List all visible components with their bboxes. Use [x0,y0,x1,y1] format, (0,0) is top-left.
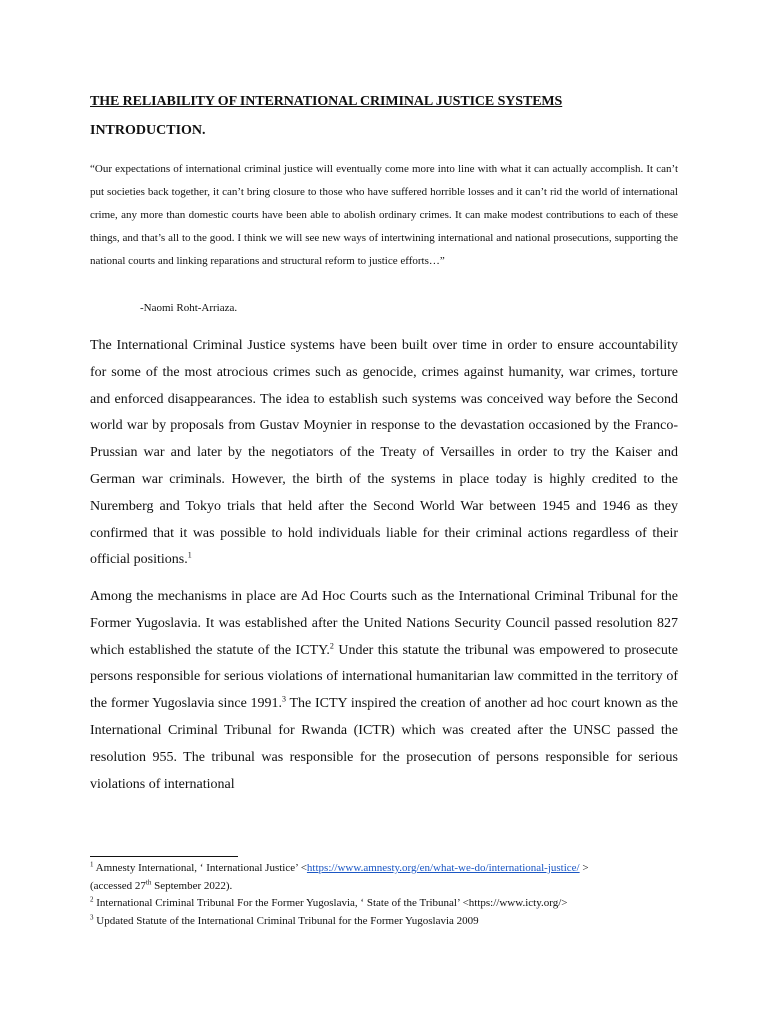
footnote-1 [90,860,690,878]
footnote-text: Updated Statute of the International Criminal Tribunal for the Former Yugoslavia 2009 [93,914,479,927]
footnote-ref-2[interactable]: 2 [329,640,334,650]
ordinal-suffix: th [145,877,152,886]
footnote-1-continued [90,878,690,896]
footnote-2 [90,895,690,913]
document-title: THE RELIABILITY OF INTERNATIONAL CRIMINAL JUSTICE SYSTEMS [90,94,563,109]
epigraph-quote: “Our expectations of international criminal justice will eventually come more into line with what it can actually accomplish. It can’t put societies back together, it can’t bring closure to those who have suffered horrible losses and it can’t rid the world of international crime, any more than domestic courts have been able to abolish ordinary crimes. It can make modest contributions to each of these things, and that’s all to the good. I think we will see new ways of intertwining international and national prosecutions, supporting the national courts and linking reparations and structural reform to justice efforts…” [90,163,678,267]
footnote-text-end: September 2022). [151,879,233,892]
footnote-number: 3 [90,912,94,921]
footnote-text: International Criminal Tribunal For the Former Yugoslavia, ‘ State of the Tribunal’ <https://www.icty.org/> [93,897,568,909]
footnote-ref-1[interactable]: 1 [187,550,192,560]
paragraph-1 [90,333,678,574]
paragraph-1-text: The International Criminal Justice systems have been built over time in order to ensure accountability for some of the most atrocious crimes such as genocide, crimes against humanity, war crimes, torture and enforced disappearances. The idea to establish such systems was conceived way before the Second world war by proposals from Gustav Moynier in response to the devastation occasioned by the Franco-Prussian war and later by the negotiators of the Treaty of Versailles in order to try the Kaiser and German war criminals. However, the birth of the systems in place today is highly credited to the Nuremberg and Tokyo trials that held after the Second World War between 1945 and 1946 as they confirmed that it was possible to hold individuals liable for their criminal actions regardless of their official positions. [90,338,678,568]
footnote-3 [90,913,690,931]
section-heading: INTRODUCTION. [90,123,206,138]
footnote-number: 1 [90,860,94,869]
footnote-text-end: > [579,862,589,874]
footnotes [90,860,690,930]
document-page [90,0,678,1024]
quote-author: -Naomi Roht-Arriaza. [140,302,238,314]
footnote-number: 2 [90,895,94,904]
footnote-text: Amnesty International, ‘ International Justice’ < [93,862,307,874]
paragraph-2-text-b: Under this statute the tribunal was empowered to prosecute persons responsible for serious violations of international humanitarian law committed in the territory of the former Yugoslavia since 1991. [90,642,678,712]
paragraph-2-text-a: Among the mechanisms in place are Ad Hoc Courts such as the International Criminal Tribunal for the Former Yugoslavia. It was established after the United Nations Security Council passed resolution 827 which established the statute of the ICTY. [90,589,678,658]
footnote-separator [90,856,238,857]
paragraph-2 [90,584,678,798]
footnote-text: (accessed 27 [90,879,146,892]
paragraph-2-text-c: The ICTY inspired the creation of another ad hoc court known as the International Criminal Tribunal for Rwanda (ICTR) which was created after the UNSC passed the resolution 955. The tribunal was responsible for the prosecution of persons responsible for serious violations of international [90,696,679,792]
footnote-link[interactable]: https://www.amnesty.org/en/what-we-do/international-justice/ [306,862,580,874]
footnote-ref-3[interactable]: 3 [282,694,287,704]
